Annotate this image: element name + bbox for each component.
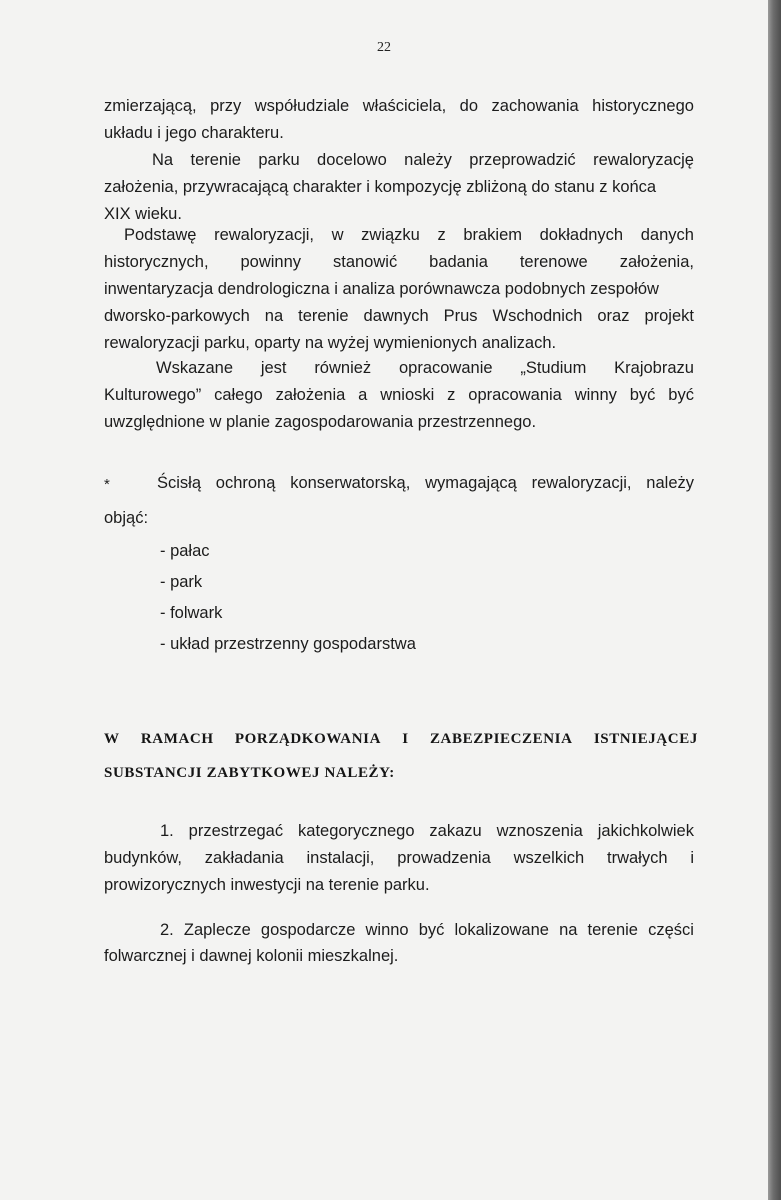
word: dawnych	[363, 307, 429, 325]
word: 2.	[160, 921, 174, 939]
word: wszelkich	[513, 849, 585, 867]
word: zmierzającą,	[104, 97, 197, 115]
point1-line3: prowizorycznych inwestycji na terenie parku.	[104, 876, 430, 894]
word: winny	[574, 386, 617, 404]
protection-item-park: - park	[160, 573, 203, 591]
word: „Studium	[520, 359, 587, 377]
word: terenowe	[519, 253, 588, 271]
word: 1.	[160, 822, 174, 840]
paragraph1-line2: układu i jego charakteru.	[104, 124, 284, 142]
word: projekt	[644, 307, 694, 325]
point2-line2: folwarcznej i dawnej kolonii mieszkalnej.	[104, 947, 399, 965]
word: winno	[365, 921, 409, 939]
word: RAMACH	[140, 731, 214, 747]
word: rewaloryzacji,	[214, 226, 315, 244]
word: dokładnych	[539, 226, 624, 244]
word: W	[104, 731, 120, 747]
word: brakiem	[463, 226, 523, 244]
word: należy	[404, 151, 452, 169]
word: wnioski	[380, 386, 435, 404]
word: terenie	[298, 307, 349, 325]
protection-item-layout: - układ przestrzenny gospodarstwa	[160, 635, 416, 653]
word: opracowanie	[398, 359, 493, 377]
word: parku	[258, 151, 300, 169]
word: jakichkolwiek	[597, 822, 694, 840]
word: przy	[210, 97, 242, 115]
word: historycznego	[592, 97, 694, 115]
word: a	[358, 386, 368, 404]
word: Prus	[443, 307, 478, 325]
word: opracowania	[468, 386, 562, 404]
word: I	[402, 731, 409, 747]
word: ochroną	[215, 474, 276, 492]
word: do	[459, 97, 479, 115]
word: prowadzenia	[397, 849, 491, 867]
paragraph1-line1	[104, 96, 694, 116]
word: zakazu	[429, 822, 482, 840]
word: na	[264, 307, 284, 325]
word: lokalizowane	[454, 921, 549, 939]
word: rewaloryzację	[593, 151, 694, 169]
word: instalacji,	[306, 849, 375, 867]
paragraph4-line3: uwzględnione w planie zagospodarowania przestrzennego.	[104, 413, 537, 431]
word: w	[331, 226, 344, 244]
paragraph2-line2: założenia, przywracającą charakter i kompozycję zbliżoną do stanu z końca	[104, 178, 657, 196]
word: ZABEZPIECZENIA	[429, 731, 573, 747]
word: jest	[260, 359, 287, 377]
word: danych	[640, 226, 694, 244]
word: ISTNIEJĄCEJ	[593, 731, 698, 747]
paragraph2-line1	[152, 150, 694, 170]
word: badania	[429, 253, 488, 271]
word: kategorycznego	[298, 822, 415, 840]
paragraph4-line2	[104, 385, 694, 405]
word: konserwatorską,	[290, 474, 411, 492]
point1-line2	[104, 848, 694, 868]
word: być	[418, 921, 445, 939]
word: wznoszenia	[496, 822, 583, 840]
word: Kulturowego”	[104, 386, 202, 404]
word: na	[559, 921, 578, 939]
word: założenia	[275, 386, 346, 404]
word: rewaloryzacji,	[531, 474, 632, 492]
word: Podstawę	[124, 226, 197, 244]
word: Na	[152, 151, 174, 169]
word: współudziale	[254, 97, 350, 115]
word: gospodarcze	[260, 921, 356, 939]
word: PORZĄDKOWANIA	[234, 731, 382, 747]
page-edge-shadow	[768, 0, 781, 1200]
word: zakładania	[204, 849, 284, 867]
word: przestrzegać	[188, 822, 284, 840]
word: historycznych,	[104, 253, 209, 271]
protection-item-palace: - pałac	[160, 542, 210, 560]
word: i	[690, 849, 694, 867]
paragraph4-line1	[156, 358, 694, 378]
word: również	[314, 359, 372, 377]
word: Wskazane	[156, 359, 234, 377]
word: zachowania	[491, 97, 579, 115]
word: należy	[646, 474, 694, 492]
paragraph3-line3: inwentaryzacja dendrologiczna i analiza porównawcza podobnych zespołów	[104, 280, 659, 298]
word: docelowo	[317, 151, 387, 169]
word: właściciela,	[362, 97, 447, 115]
protection-item-farm: - folwark	[160, 604, 223, 622]
paragraph3-line5: rewaloryzacji parku, oparty na wyżej wymienionych analizach.	[104, 334, 557, 352]
word: Wschodnich	[492, 307, 583, 325]
word: być	[668, 386, 694, 404]
paragraph3-line4	[104, 306, 694, 326]
section-heading-line2: SUBSTANCJI ZABYTKOWEJ NALEŻY:	[104, 765, 395, 781]
word: trwałych	[606, 849, 668, 867]
protection-line2: objąć:	[104, 509, 149, 527]
bullet-asterisk: *	[104, 476, 110, 493]
point2-line1	[160, 920, 694, 940]
paragraph3-line2	[104, 252, 694, 272]
section-heading-line1	[104, 731, 698, 748]
word: związku	[361, 226, 420, 244]
word: założenia,	[619, 253, 694, 271]
paragraph3-line1	[124, 225, 694, 245]
word: całego	[214, 386, 263, 404]
paragraph2-line3: XIX wieku.	[104, 205, 182, 223]
word: powinny	[240, 253, 302, 271]
word: terenie	[190, 151, 241, 169]
word: Zaplecze	[183, 921, 251, 939]
word: przeprowadzić	[469, 151, 576, 169]
word: z	[437, 226, 446, 244]
word: dworsko-parkowych	[104, 307, 250, 325]
word: być	[629, 386, 656, 404]
word: oraz	[597, 307, 630, 325]
word: terenie	[587, 921, 638, 939]
word: części	[648, 921, 694, 939]
word: Krajobrazu	[614, 359, 694, 377]
word: stanowić	[333, 253, 398, 271]
protection-line1	[157, 473, 694, 493]
word: wymagającą	[425, 474, 517, 492]
word: Ścisłą	[157, 474, 202, 492]
page-number: 22	[377, 40, 391, 55]
word: budynków,	[104, 849, 182, 867]
word: z	[447, 386, 456, 404]
point1-line1	[160, 821, 694, 841]
